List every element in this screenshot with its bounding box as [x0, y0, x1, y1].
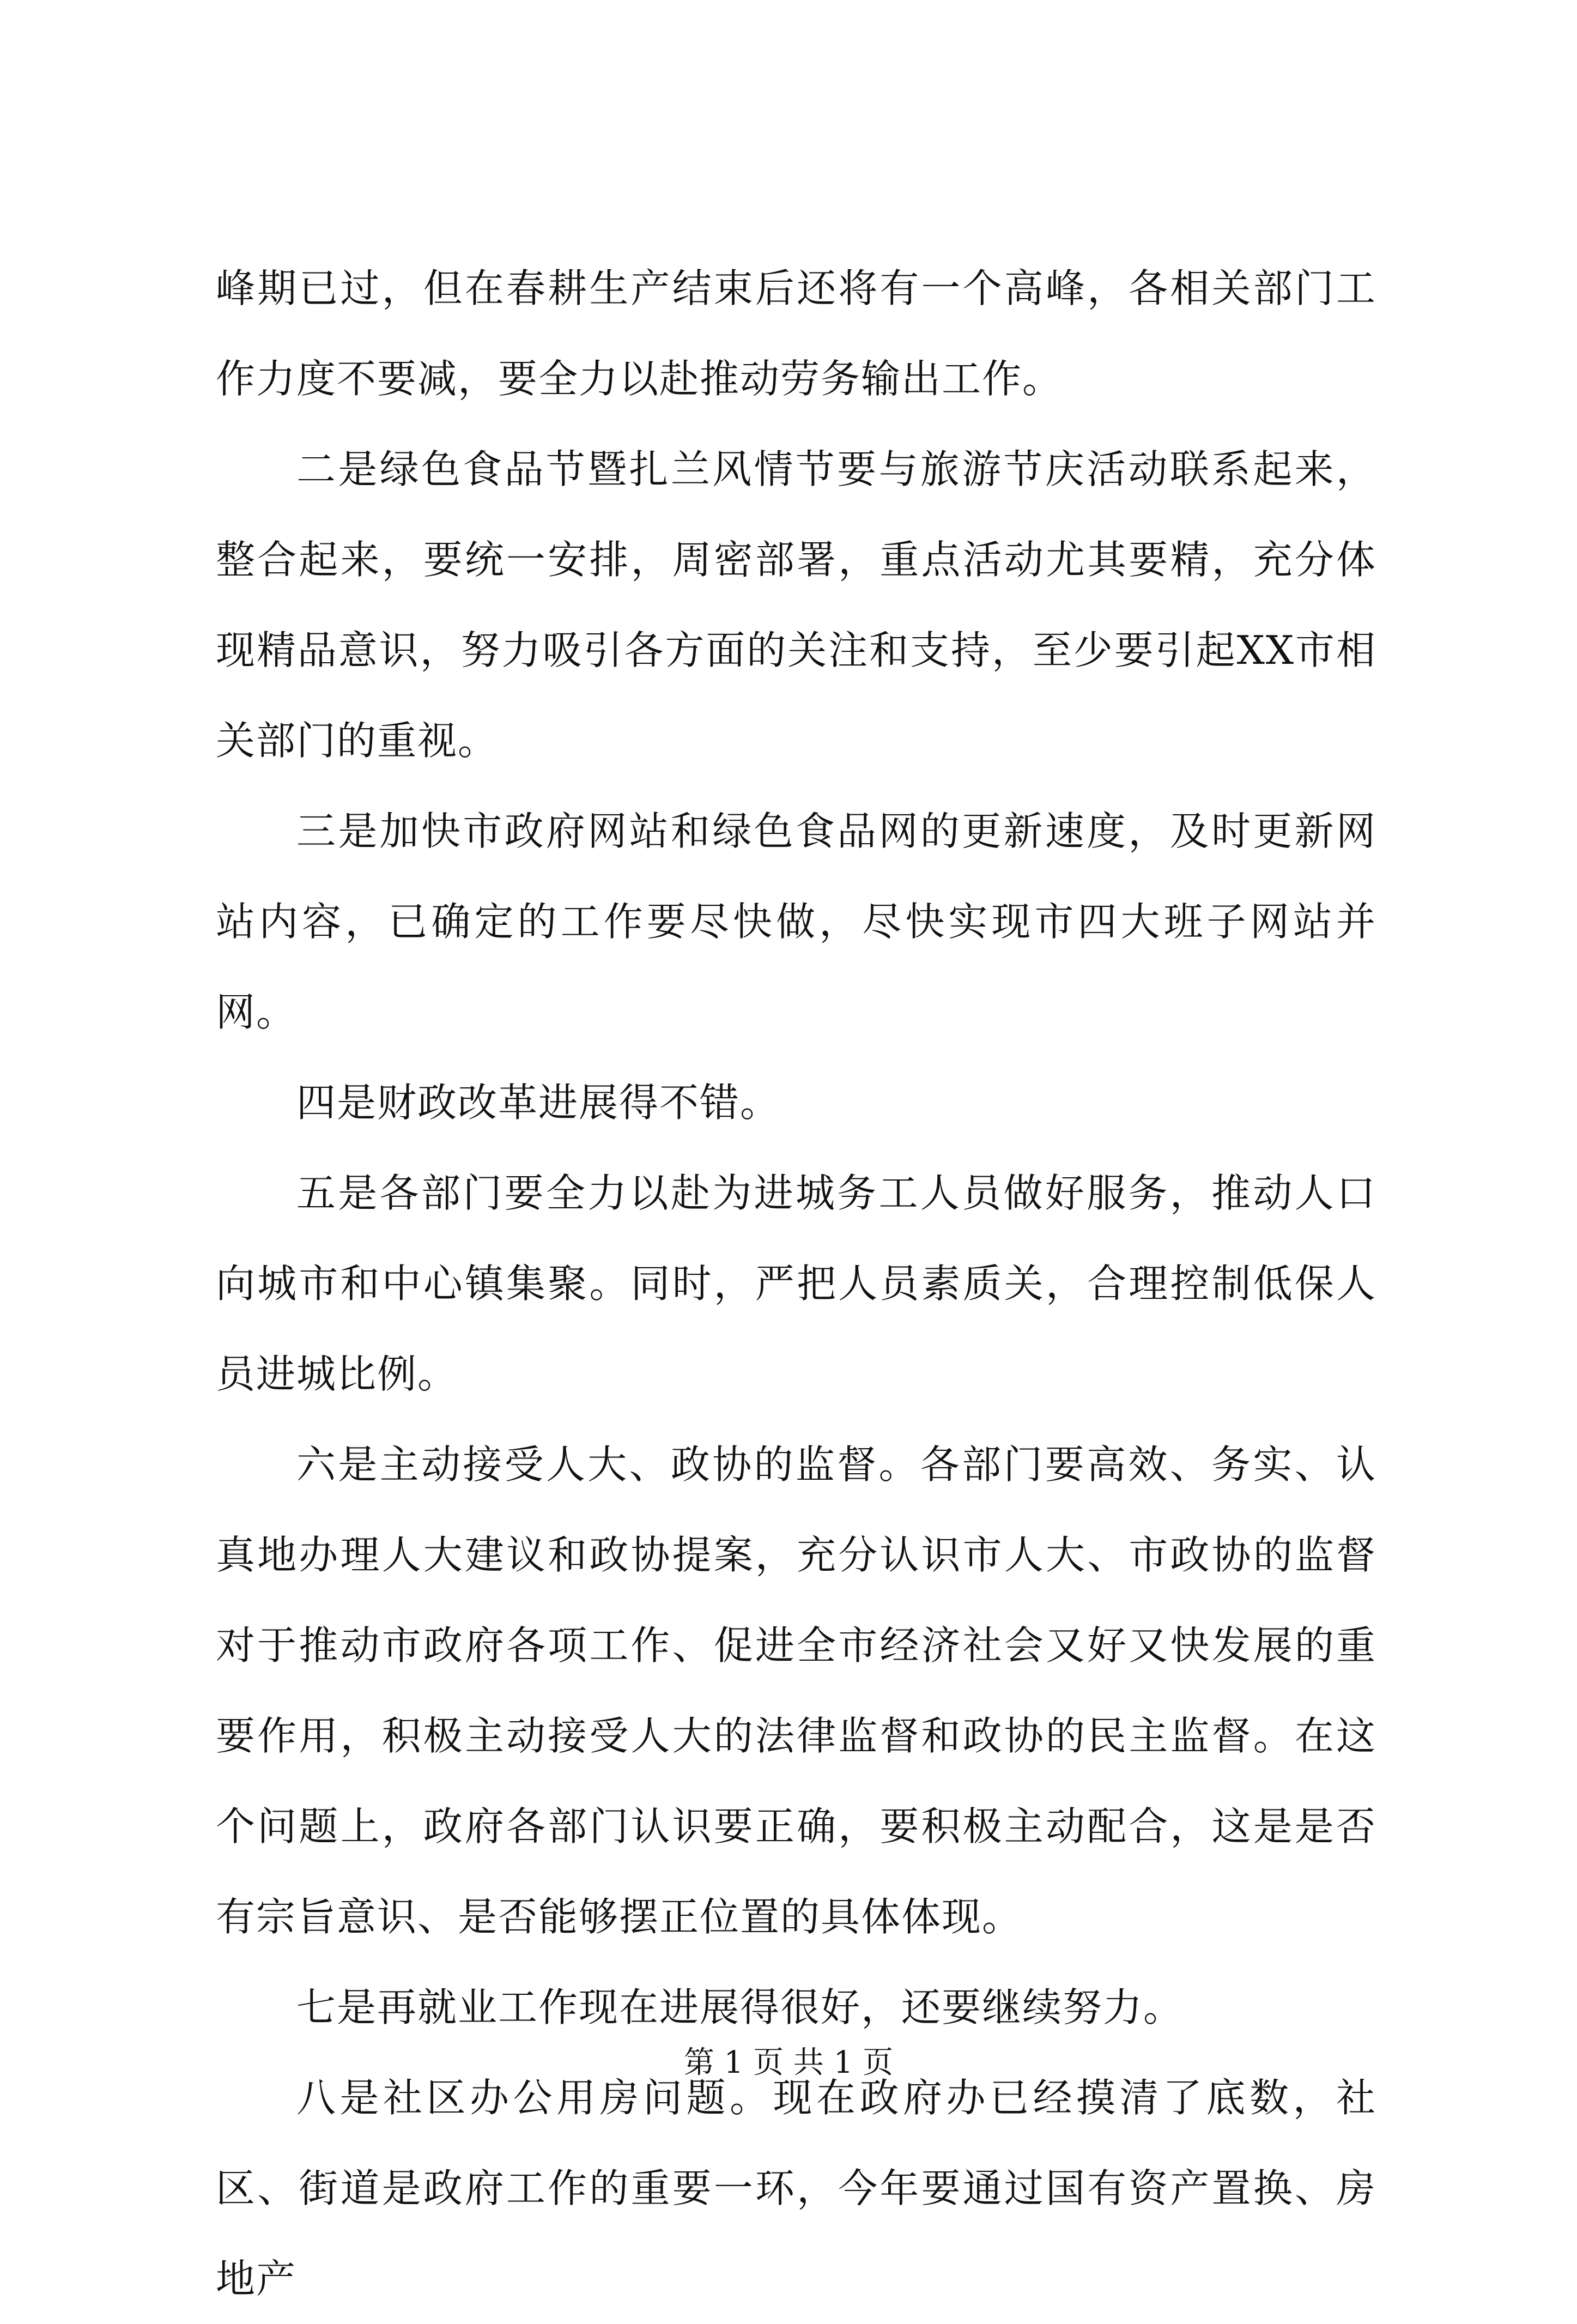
paragraph-item-3: 三是加快市政府网站和绿色食品网的更新速度，及时更新网站内容，已确定的工作要尽快做，尽快实现市四大班子网站并网。 — [216, 808, 1376, 1035]
paragraph-item-5: 五是各部门要全力以赴为进城务工人员做好服务，推动人口向城市和中心镇集聚。同时，严把人员素质关，合理控制低保人员进城比例。 — [216, 1170, 1376, 1397]
document-body — [216, 243, 1376, 2324]
page-footer: 第 1 页 共 1 页 — [683, 2045, 894, 2080]
paragraph-item-8: 八是社区办公用房问题。现在政府办已经摸清了底数，社区、街道是政府工作的重要一环，今年要通过国有资产置换、房地产 — [216, 2075, 1376, 2302]
paragraph-item-6: 六是主动接受人大、政协的监督。各部门要高效、务实、认真地办理人大建议和政协提案，充分认识市人大、市政协的监督对于推动市政府各项工作、促进全市经济社会又好又快发展的重要作用，积极主动接受人大的法律监督和政协的民主监督。在这个问题上，政府各部门认识要正确，要积极主动配合，这是是否有宗旨意识、是否能够摆正位置的具体体现。 — [216, 1442, 1376, 1940]
paragraph-item-2: 二是绿色食品节暨扎兰风情节要与旅游节庆活动联系起来，整合起来，要统一安排，周密部署，重点活动尤其要精，充分体现精品意识，努力吸引各方面的关注和支持，至少要引起XX市相关部门的重视。 — [216, 446, 1376, 764]
paragraph-item-4: 四是财政改革进展得不错。 — [296, 1080, 781, 1125]
paragraph-continuation: 峰期已过，但在春耕生产结束后还将有一个高峰，各相关部门工作力度不要减，要全力以赴推动劳务输出工作。 — [216, 265, 1376, 402]
paragraph-item-7: 七是再就业工作现在进展得很好，还要继续努力。 — [296, 1984, 1184, 2030]
